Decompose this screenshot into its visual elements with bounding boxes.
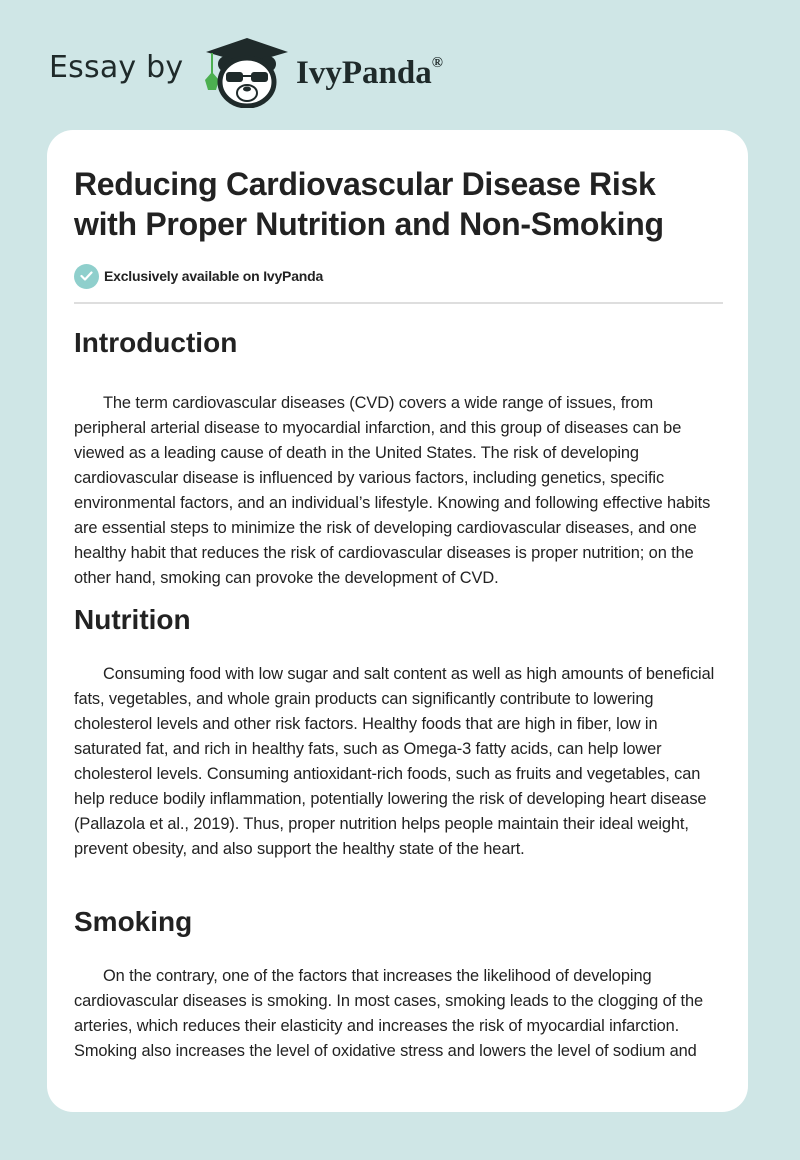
exclusive-text: Exclusively available on IvyPanda bbox=[104, 268, 324, 284]
section-heading-smoking: Smoking bbox=[74, 906, 193, 937]
brand-name: IvyPanda bbox=[296, 55, 432, 91]
site-header bbox=[0, 0, 800, 130]
section-heading-nutrition: Nutrition bbox=[74, 604, 191, 635]
divider bbox=[74, 302, 723, 304]
check-circle-icon bbox=[74, 264, 99, 289]
essay-by-label: Essay by bbox=[49, 50, 184, 85]
brand-logo[interactable] bbox=[296, 55, 443, 92]
exclusive-badge bbox=[74, 263, 323, 289]
paragraph-smoking: On the contrary, one of the factors that increases the likelihood of developing cardiovascular diseases is smoking. In most cases, smoking leads to the clogging of the arteries, which reduces their elasticity and increases the risk of myocardial infarction. Smoking also increases the level of oxidative stress and lowers the level of sodium and bbox=[74, 967, 704, 1060]
section-heading-introduction: Introduction bbox=[74, 327, 238, 358]
essay-card bbox=[47, 130, 748, 1112]
panda-graduation-cap-icon[interactable] bbox=[202, 36, 292, 108]
registered-mark: ® bbox=[431, 55, 443, 71]
paragraph-nutrition: Consuming food with low sugar and salt content as well as high amounts of beneficial fats, vegetables, and whole grain products can significantly contribute to lowering cholesterol levels and other risk factors. Healthy foods that are high in fiber, low in saturated fat, and rich in healthy fats, such as Omega-3 fatty acids, can help lower cholesterol levels. Consuming antioxidant-rich foods, such as fruits and vegetables, can help reduce bodily inflammation, potentially lowering the risk of developing heart disease (Pallazola et al., 2019). Thus, proper nutrition helps people maintain their ideal weight, prevent obesity, and also support the healthy state of the heart. bbox=[74, 665, 715, 858]
paragraph-introduction: The term cardiovascular diseases (CVD) covers a wide range of issues, from peripheral arterial disease to myocardial infarction, and this group of diseases can be viewed as a leading cause of death in the United States. The risk of developing cardiovascular disease is influenced by various factors, including genetics, specific environmental factors, and an individual’s lifestyle. Knowing and following effective habits are essential steps to minimize the risk of developing cardiovascular diseases, and one healthy habit that reduces the risk of cardiovascular diseases is proper nutrition; on the other hand, smoking can provoke the development of CVD. bbox=[74, 394, 711, 587]
page-title: Reducing Cardiovascular Disease Risk with Proper Nutrition and Non-Smoking bbox=[74, 166, 664, 242]
